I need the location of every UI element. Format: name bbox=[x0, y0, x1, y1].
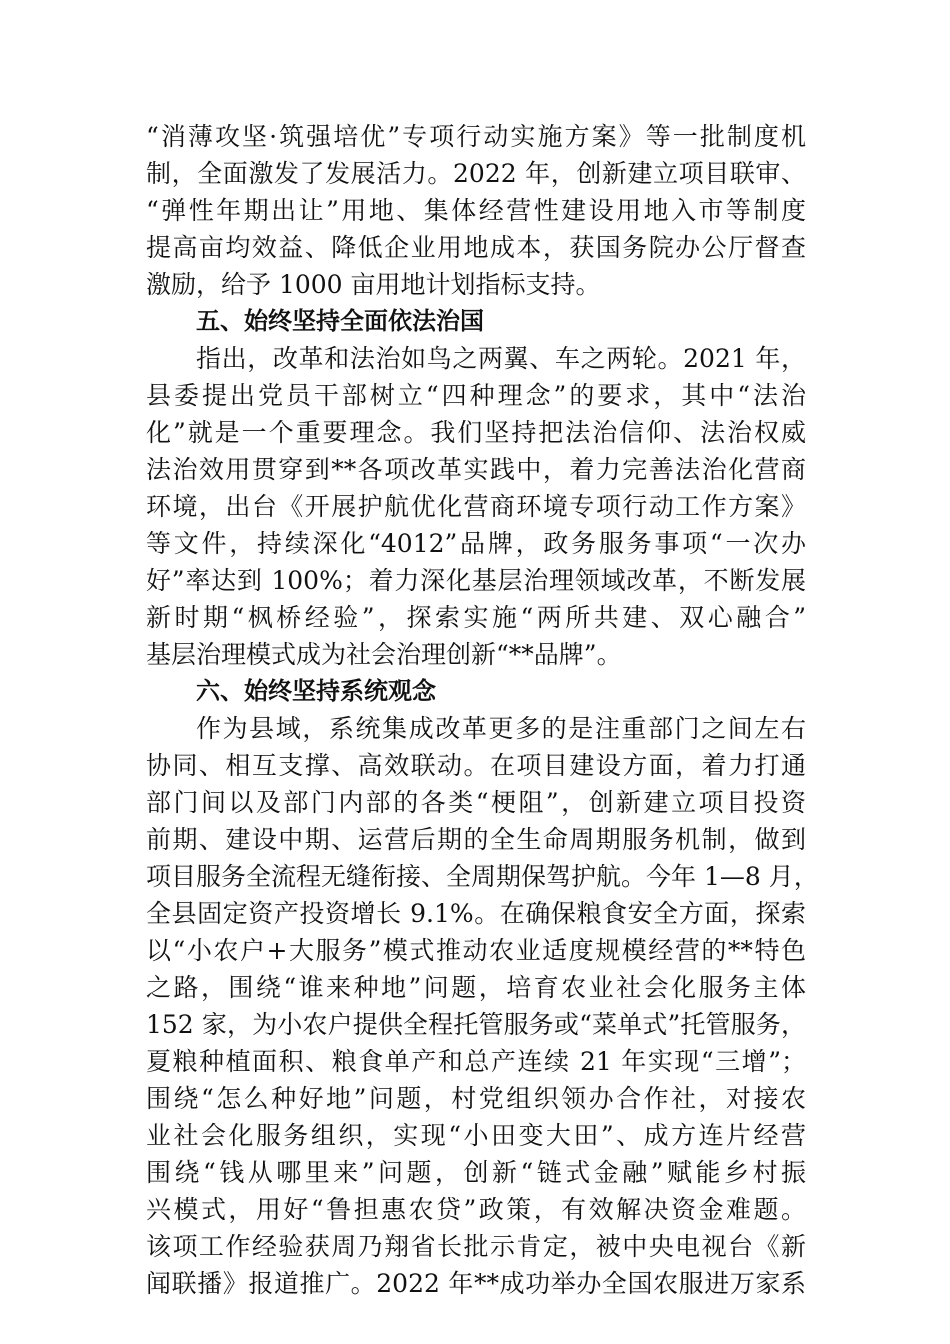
paragraph-line: 152 家，为小农户提供全程托管服务或“菜单式”托管服务， bbox=[146, 1010, 806, 1039]
paragraph-line: 基层治理模式成为社会治理创新“**品牌”。 bbox=[146, 640, 622, 669]
paragraph-line: 以“小农户+大服务”模式推动农业适度规模经营的**特色 bbox=[146, 936, 806, 965]
paragraph-line: 等文件，持续深化“4012”品牌，政务服务事项“一次办 bbox=[146, 529, 806, 558]
paragraph-line: 业社会化服务组织，实现“小田变大田”、成方连片经营 bbox=[146, 1121, 806, 1150]
paragraph-line: 之路，围绕“谁来种地”问题，培育农业社会化服务主体 bbox=[146, 973, 806, 1002]
paragraph-line: 作为县域，系统集成改革更多的是注重部门之间左右 bbox=[196, 714, 806, 743]
paragraph-line: 好”率达到 100%；着力深化基层治理领域改革，不断发展 bbox=[146, 566, 806, 595]
paragraph-line: 前期、建设中期、运营后期的全生命周期服务机制，做到 bbox=[146, 825, 806, 854]
paragraph-line: 提高亩均效益、降低企业用地成本，获国务院办公厅督查 bbox=[146, 233, 806, 262]
paragraph-line: 项目服务全流程无缝衔接、全周期保驾护航。今年 1—8 月， bbox=[146, 862, 819, 891]
paragraph-line: 激励，给予 1000 亩用地计划指标支持。 bbox=[146, 270, 601, 299]
paragraph-line: 制，全面激发了发展活力。2022 年，创新建立项目联审、 bbox=[146, 159, 806, 188]
paragraph-line: 全县固定资产投资增长 9.1%。在确保粮食安全方面，探索 bbox=[146, 899, 806, 928]
document-body bbox=[146, 118, 819, 1302]
section-heading: 五、始终坚持全面依法治国 bbox=[196, 307, 484, 335]
paragraph-line: 围绕“怎么种好地”问题，村党组织领办合作社，对接农 bbox=[146, 1084, 806, 1113]
paragraph-line: 兴模式，用好“鲁担惠农贷”政策，有效解决资金难题。 bbox=[146, 1195, 806, 1224]
paragraph-line: 环境，出台《开展护航优化营商环境专项行动工作方案》 bbox=[146, 492, 806, 521]
paragraph-line: 协同、相互支撑、高效联动。在项目建设方面，着力打通 bbox=[146, 751, 806, 780]
paragraph-line: 新时期“枫桥经验”，探索实施“两所共建、双心融合” bbox=[146, 603, 806, 632]
paragraph-line: 围绕“钱从哪里来”问题，创新“链式金融”赋能乡村振 bbox=[146, 1158, 806, 1187]
paragraph-line: “弹性年期出让”用地、集体经营性建设用地入市等制度 bbox=[146, 196, 806, 225]
paragraph-line: 化”就是一个重要理念。我们坚持把法治信仰、法治权威 bbox=[146, 418, 806, 447]
paragraph-line: “消薄攻坚·筑强培优”专项行动实施方案》等一批制度机 bbox=[146, 122, 806, 151]
paragraph-line: 县委提出党员干部树立“四种理念”的要求，其中“法治 bbox=[146, 381, 806, 410]
paragraph-line: 法治效用贯穿到**各项改革实践中，着力完善法治化营商 bbox=[146, 455, 806, 484]
paragraph-line: 指出，改革和法治如鸟之两翼、车之两轮。2021 年， bbox=[196, 344, 806, 373]
paragraph-line: 闻联播》报道推广。2022 年**成功举办全国农服进万家系 bbox=[146, 1269, 806, 1298]
paragraph-line: 夏粮种植面积、粮食单产和总产连续 21 年实现“三增”； bbox=[146, 1047, 806, 1076]
section-heading: 六、始终坚持系统观念 bbox=[196, 677, 436, 705]
paragraph-line: 该项工作经验获周乃翔省长批示肯定，被中央电视台《新 bbox=[146, 1232, 806, 1261]
paragraph-line: 部门间以及部门内部的各类“梗阻”，创新建立项目投资 bbox=[146, 788, 806, 817]
